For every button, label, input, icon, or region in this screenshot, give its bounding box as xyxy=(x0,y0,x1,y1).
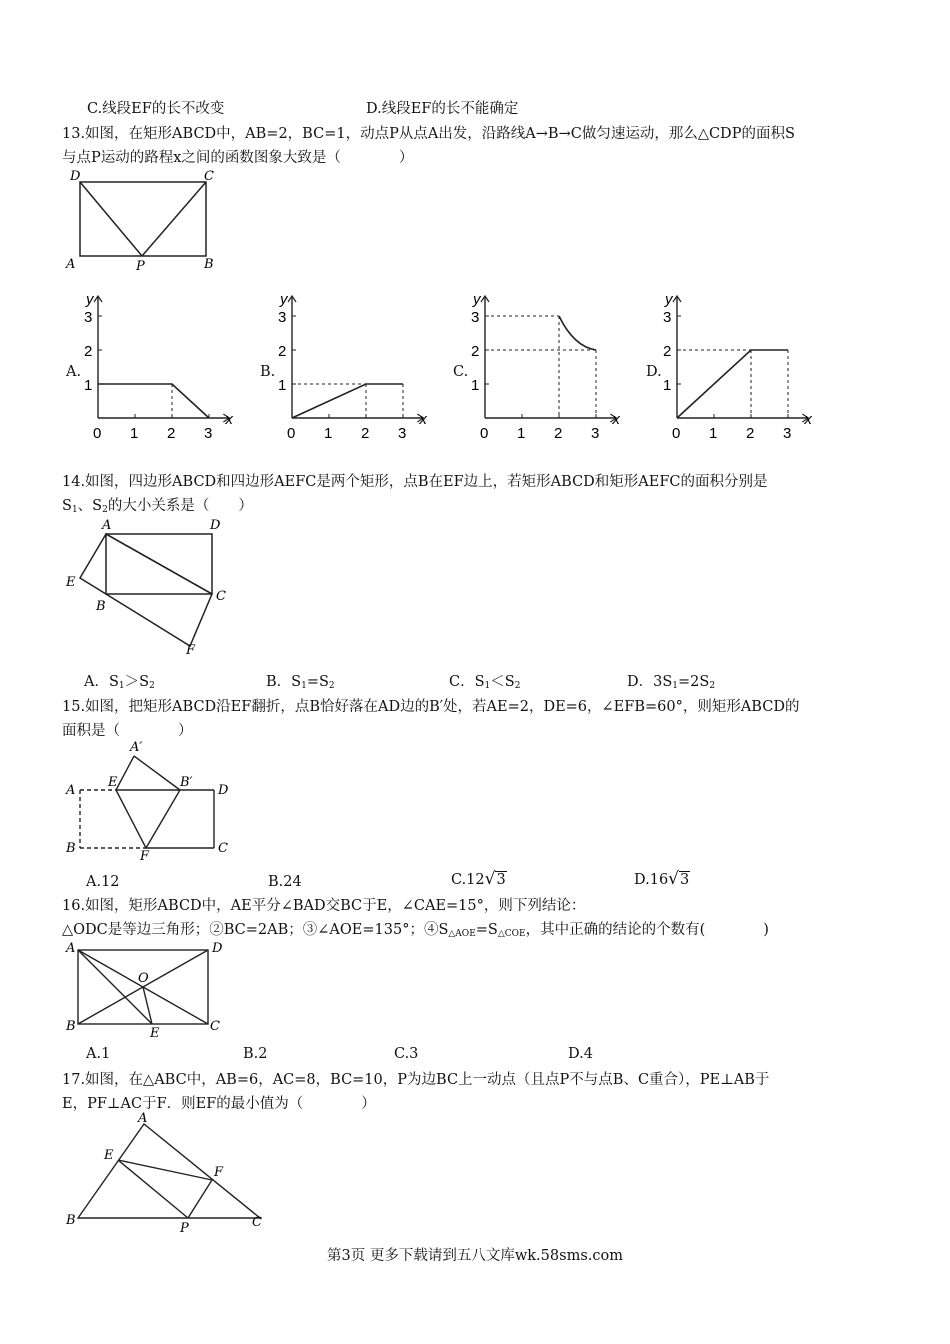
label-f: F xyxy=(186,643,196,658)
label-d: D xyxy=(70,169,81,184)
origin-label: 0 xyxy=(93,425,102,442)
q17-triangle-figure xyxy=(62,1112,272,1234)
x-tick-label: 3 xyxy=(783,425,792,442)
option-d-prev: D.线段EF的长不能确定 xyxy=(366,101,519,117)
x-axis-label: x xyxy=(612,411,620,428)
x-tick-label: 3 xyxy=(591,425,600,442)
q16-line1: 16.如图，矩形ABCD中，AE平分∠BAD交BC于E，∠CAE=15°，则下列结论： xyxy=(62,898,586,914)
q16-option-b: B.2 xyxy=(243,1046,268,1062)
x-tick-label: 2 xyxy=(554,425,563,442)
q13-line1: 13.如图，在矩形ABCD中，AB=2，BC=1，动点P从点A出发，沿路线A→B→C做匀速运动，那么△CDP的面积S xyxy=(62,126,795,142)
q16-line2: △ODC是等边三角形；②BC=2AB；③∠AOE=135°；$④S_{\triangle AOE}=S_{\triangle COE}$，其中正确的结论的个数有( ) xyxy=(62,922,769,939)
label-b: B xyxy=(66,1213,76,1228)
label-c: C xyxy=(218,841,228,856)
q17-line1: 17.如图，在△ABC中，AB=6，AC=8，BC=10，P为边BC上一动点（且点P不与点B、C重合），PE⊥AB于 xyxy=(62,1072,770,1088)
q13-graph-d xyxy=(661,290,821,442)
label-b: B xyxy=(204,257,214,272)
q17-line2: E，PF⊥AC于F．则EF的最小值为（ ） xyxy=(62,1096,376,1112)
y-tick-label: 2 xyxy=(471,343,480,360)
function-curve xyxy=(559,316,596,350)
q14-option-c: C．$S_1<S_2$ xyxy=(449,674,521,691)
q13-choice-d: D. xyxy=(646,364,662,380)
q13-choice-b: B. xyxy=(260,364,276,380)
label-a-prime: A′ xyxy=(130,740,143,755)
label-p: P xyxy=(136,259,145,274)
q13-rectangle-figure xyxy=(60,166,230,276)
y-axis-label: y xyxy=(86,291,94,308)
function-line xyxy=(98,384,209,418)
q15-option-a: A.12 xyxy=(86,874,120,890)
origin-label: 0 xyxy=(672,425,681,442)
q14-rectangles-figure xyxy=(62,516,232,658)
q16-option-a: A.1 xyxy=(86,1046,111,1062)
x-tick-label: 1 xyxy=(709,425,718,442)
option-c-prev: C.线段EF的长不改变 xyxy=(87,101,225,117)
q13-graph-a xyxy=(82,290,242,442)
label-e: E xyxy=(108,775,118,790)
q16-option-c: C.3 xyxy=(394,1046,419,1062)
label-e: E xyxy=(66,575,76,590)
label-e: E xyxy=(104,1148,114,1163)
origin-label: 0 xyxy=(287,425,296,442)
label-d: D xyxy=(210,518,221,533)
y-tick-label: 2 xyxy=(663,343,672,360)
label-b: B xyxy=(96,599,106,614)
y-tick-label: 2 xyxy=(84,343,93,360)
q14-option-b: B．$S_1=S_2$ xyxy=(266,674,335,691)
x-axis-label: x xyxy=(419,411,427,428)
q15-option-b: B.24 xyxy=(268,874,302,890)
y-tick-label: 3 xyxy=(84,309,93,326)
x-tick-label: 1 xyxy=(324,425,333,442)
label-d: D xyxy=(212,941,223,956)
y-tick-label: 1 xyxy=(663,377,672,394)
label-a: A xyxy=(138,1112,148,1126)
x-axis-label: x xyxy=(804,411,812,428)
y-axis-label: y xyxy=(280,291,288,308)
x-tick-label: 2 xyxy=(167,425,176,442)
origin-label: 0 xyxy=(480,425,489,442)
label-b: B xyxy=(66,1019,76,1034)
function-line xyxy=(677,350,788,418)
label-b: B xyxy=(66,841,76,856)
label-p: P xyxy=(180,1221,189,1234)
q13-graph-c xyxy=(469,290,629,442)
label-c: C xyxy=(204,169,214,184)
x-tick-label: 2 xyxy=(746,425,755,442)
label-b-prime: B′ xyxy=(180,775,193,790)
y-tick-label: 3 xyxy=(471,309,480,326)
q16-option-d: D.4 xyxy=(568,1046,593,1062)
x-tick-label: 3 xyxy=(398,425,407,442)
y-tick-label: 2 xyxy=(278,343,287,360)
label-e: E xyxy=(150,1026,160,1041)
label-a: A xyxy=(66,257,76,272)
x-axis-label: x xyxy=(225,411,233,428)
label-c: C xyxy=(252,1215,262,1230)
y-tick-label: 3 xyxy=(278,309,287,326)
q13-choice-a: A. xyxy=(66,364,82,380)
q14-option-a: A．$S_1>S_2$ xyxy=(84,674,155,691)
q14-line1: 14.如图，四边形ABCD和四边形AEFC是两个矩形，点B在EF边上，若矩形ABCD和矩形AEFC的面积分别是 xyxy=(62,474,768,490)
y-tick-label: 3 xyxy=(663,309,672,326)
x-tick-label: 3 xyxy=(204,425,213,442)
label-c: C xyxy=(216,589,226,604)
q13-graph-b xyxy=(276,290,436,442)
y-tick-label: 1 xyxy=(84,377,93,394)
q15-line1: 15.如图，把矩形ABCD沿EF翻折，点B恰好落在AD边的B′处，若AE=2，DE=6，∠EFB=60°，则矩形ABCD的 xyxy=(62,699,800,715)
q14-line2: $S_1$、$S_2$的大小关系是（ ） xyxy=(62,498,253,515)
label-o: O xyxy=(138,971,149,986)
x-tick-label: 1 xyxy=(517,425,526,442)
label-d: D xyxy=(218,783,229,798)
q15-option-c: C.12√3 xyxy=(451,869,506,889)
label-f: F xyxy=(214,1165,224,1180)
function-line xyxy=(292,384,403,418)
label-f: F xyxy=(140,849,150,862)
x-tick-label: 1 xyxy=(130,425,139,442)
label-a: A xyxy=(66,783,76,798)
y-tick-label: 1 xyxy=(278,377,287,394)
x-tick-label: 2 xyxy=(361,425,370,442)
q13-choice-c: C. xyxy=(453,364,469,380)
label-c: C xyxy=(210,1019,220,1034)
q15-option-d: D.16√3 xyxy=(634,869,690,889)
y-axis-label: y xyxy=(665,291,673,308)
y-axis-label: y xyxy=(473,291,481,308)
q14-option-d: D．$3S_1=2S_2$ xyxy=(627,674,716,691)
label-a: A xyxy=(66,941,76,956)
label-a: A xyxy=(102,518,112,533)
q15-fold-figure xyxy=(62,738,232,862)
q16-rectangle-figure xyxy=(62,940,232,1042)
y-tick-label: 1 xyxy=(471,377,480,394)
q15-line2: 面积是（ ） xyxy=(62,723,193,739)
q13-line2: 与点P运动的路程x之间的函数图象大致是（ ） xyxy=(62,150,414,166)
page-footer: 第3页 更多下载请到五八文库wk.58sms.com xyxy=(327,1248,623,1264)
